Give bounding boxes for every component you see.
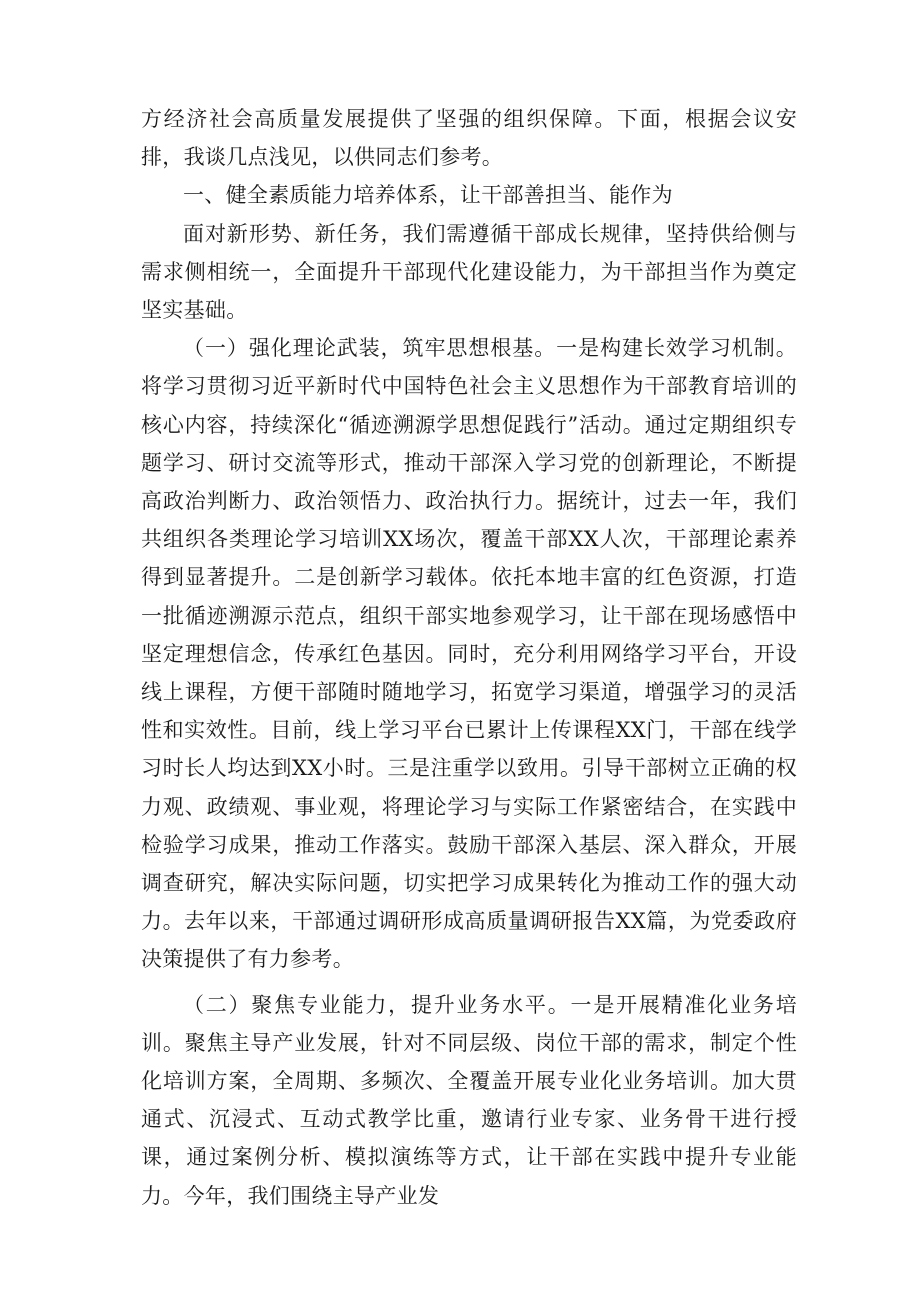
document-body <box>141 100 797 1215</box>
paragraph-intro-continuation: 方经济社会高质量发展提供了坚强的组织保障。下面，根据会议安排，我谈几点浅见，以供同志们参考。 <box>141 107 797 170</box>
paragraph-subsection-1: （一）强化理论武装，筑牢思想根基。一是构建长效学习机制。将学习贯彻习近平新时代中国特色社会主义思想作为干部教育培训的核心内容，持续深化“循迹溯源学思想促践行”活动。通过定期组织专题学习、研讨交流等形式，推动干部深入学习党的创新理论，不断提高政治判断力、政治领悟力、政治执行力。据统计，过去一年，我们共组织各类理论学习培训XX场次，覆盖干部XX人次，干部理论素养得到显著提升。二是创新学习载体。依托本地丰富的红色资源，打造一批循迹溯源示范点，组织干部实地参观学习，让干部在现场感悟中坚定理想信念，传承红色基因。同时，充分利用网络学习平台，开设线上课程，方便干部随时随地学习，拓宽学习渠道，增强学习的灵活性和实效性。目前，线上学习平台已累计上传课程XX门，干部在线学习时长人均达到XX小时。三是注重学以致用。引导干部树立正确的权力观、政绩观、事业观，将理论学习与实际工作紧密结合，在实践中检验学习成果，推动工作落实。鼓励干部深入基层、深入群众，开展调查研究，解决实际问题，切实把学习成果转化为推动工作的强大动力。去年以来，干部通过调研形成高质量调研报告XX篇，为党委政府决策提供了有力参考。 <box>141 336 797 972</box>
paragraph-subsection-2: （二）聚焦专业能力，提升业务水平。一是开展精准化业务培训。聚焦主导产业发展，针对不同层级、岗位干部的需求，制定个性化培训方案，全周期、多频次、全覆盖开展专业化业务培训。加大贯通式、沉浸式、互动式教学比重，邀请行业专家、业务骨干进行授课，通过案例分析、模拟演练等方式，让干部在实践中提升专业能力。今年，我们围绕主导产业发 <box>141 992 797 1208</box>
paragraph-section-1-intro: 面对新形势、新任务，我们需遵循干部成长规律，坚持供给侧与需求侧相统一，全面提升干部现代化建设能力，为干部担当作为奠定坚实基础。 <box>141 221 797 323</box>
section-heading-1: 一、健全素质能力培养体系，让干部善担当、能作为 <box>183 183 673 208</box>
